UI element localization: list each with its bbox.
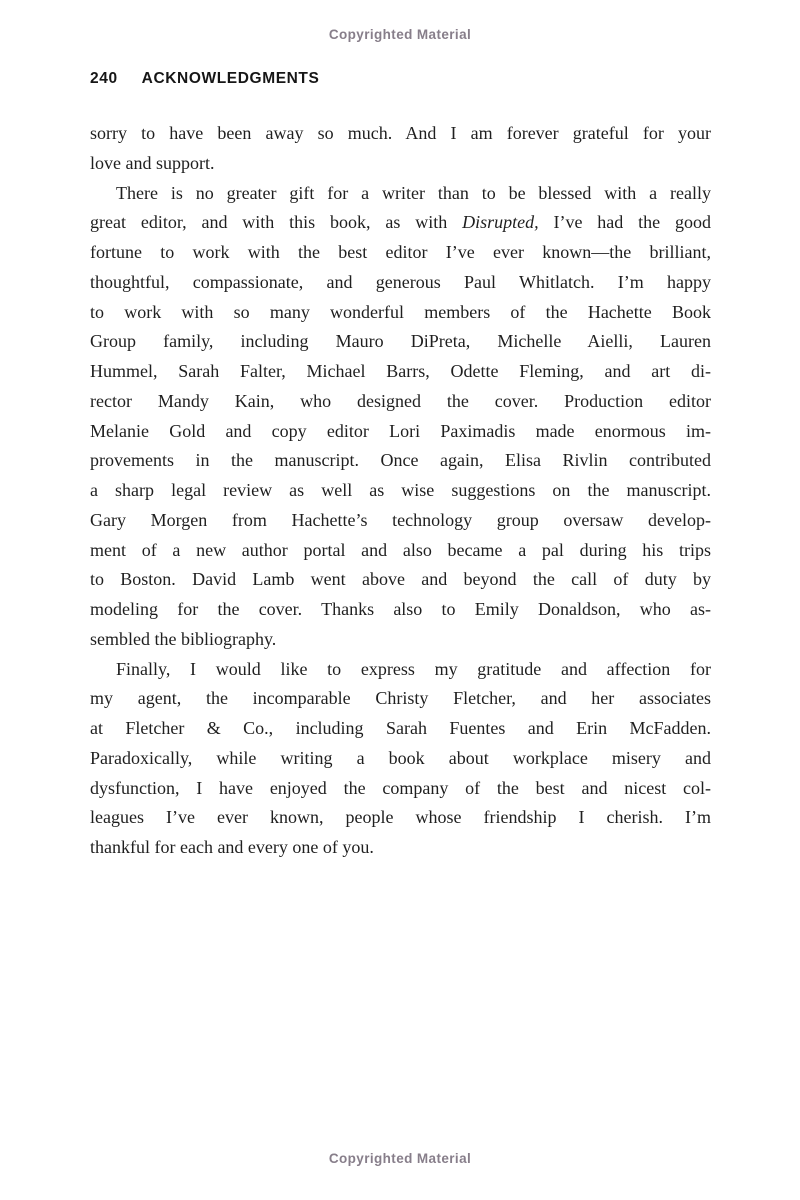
text-line: There is no greater gift for a writer than to be blessed with a really xyxy=(116,182,711,203)
text-line: dysfunction, I have enjoyed the company of the best and nicest col- xyxy=(90,777,711,798)
text-line: Finally, I would like to express my gratitude and affection for xyxy=(116,658,711,679)
copyright-notice-bottom: Copyrighted Material xyxy=(328,1151,472,1166)
text-line: love and support. xyxy=(90,152,215,173)
text-line: to Boston. David Lamb went above and beyond the call of duty by xyxy=(90,569,711,590)
text-line: Paradoxically, while writing a book about workplace misery and xyxy=(90,747,711,768)
page-number: 240 xyxy=(90,70,118,87)
copyright-notice-top: Copyrighted Material xyxy=(328,27,472,42)
text-line: to work with so many wonderful members of the Hachette Book xyxy=(90,301,711,322)
text-line: modeling for the cover. Thanks also to Emily Donaldson, who as- xyxy=(90,599,711,619)
text-line: Melanie Gold and copy editor Lori Paximadis made enormous im- xyxy=(90,420,711,441)
text-line: ment of a new author portal and also became a pal during his trips xyxy=(90,539,711,560)
text-line: my agent, the incomparable Christy Fletcher, and her associates xyxy=(90,688,711,709)
page-body xyxy=(90,119,711,863)
text-line: sorry to have been away so much. And I am forever grateful for your xyxy=(90,123,711,143)
text-line: rector Mandy Kain, who designed the cover. Production editor xyxy=(90,390,711,411)
running-header xyxy=(90,70,319,88)
text-line: thankful for each and every one of you. xyxy=(90,837,374,857)
text-line: provements in the manuscript. Once again, Elisa Rivlin contributed xyxy=(90,450,711,471)
text-line: Gary Morgen from Hachette’s technology group oversaw develop- xyxy=(90,509,711,530)
text-line: at Fletcher & Co., including Sarah Fuentes and Erin McFadden. xyxy=(90,718,711,738)
text-line: thoughtful, compassionate, and generous Paul Whitlatch. I’m happy xyxy=(90,271,711,292)
text-line: great editor, and with this book, as with Disrupted, I’ve had the good xyxy=(90,212,711,233)
text-line: Group family, including Mauro DiPreta, Michelle Aielli, Lauren xyxy=(90,331,711,352)
text-line: leagues I’ve ever known, people whose friendship I cherish. I’m xyxy=(90,807,711,828)
text-line: fortune to work with the best editor I’ve ever known—the brilliant, xyxy=(90,242,711,262)
text-line: a sharp legal review as well as wise suggestions on the manuscript. xyxy=(90,480,711,500)
chapter-title: ACKNOWLEDGMENTS xyxy=(141,70,320,87)
text-line: sembled the bibliography. xyxy=(90,628,277,649)
text-line: Hummel, Sarah Falter, Michael Barrs, Odette Fleming, and art di- xyxy=(90,361,711,381)
